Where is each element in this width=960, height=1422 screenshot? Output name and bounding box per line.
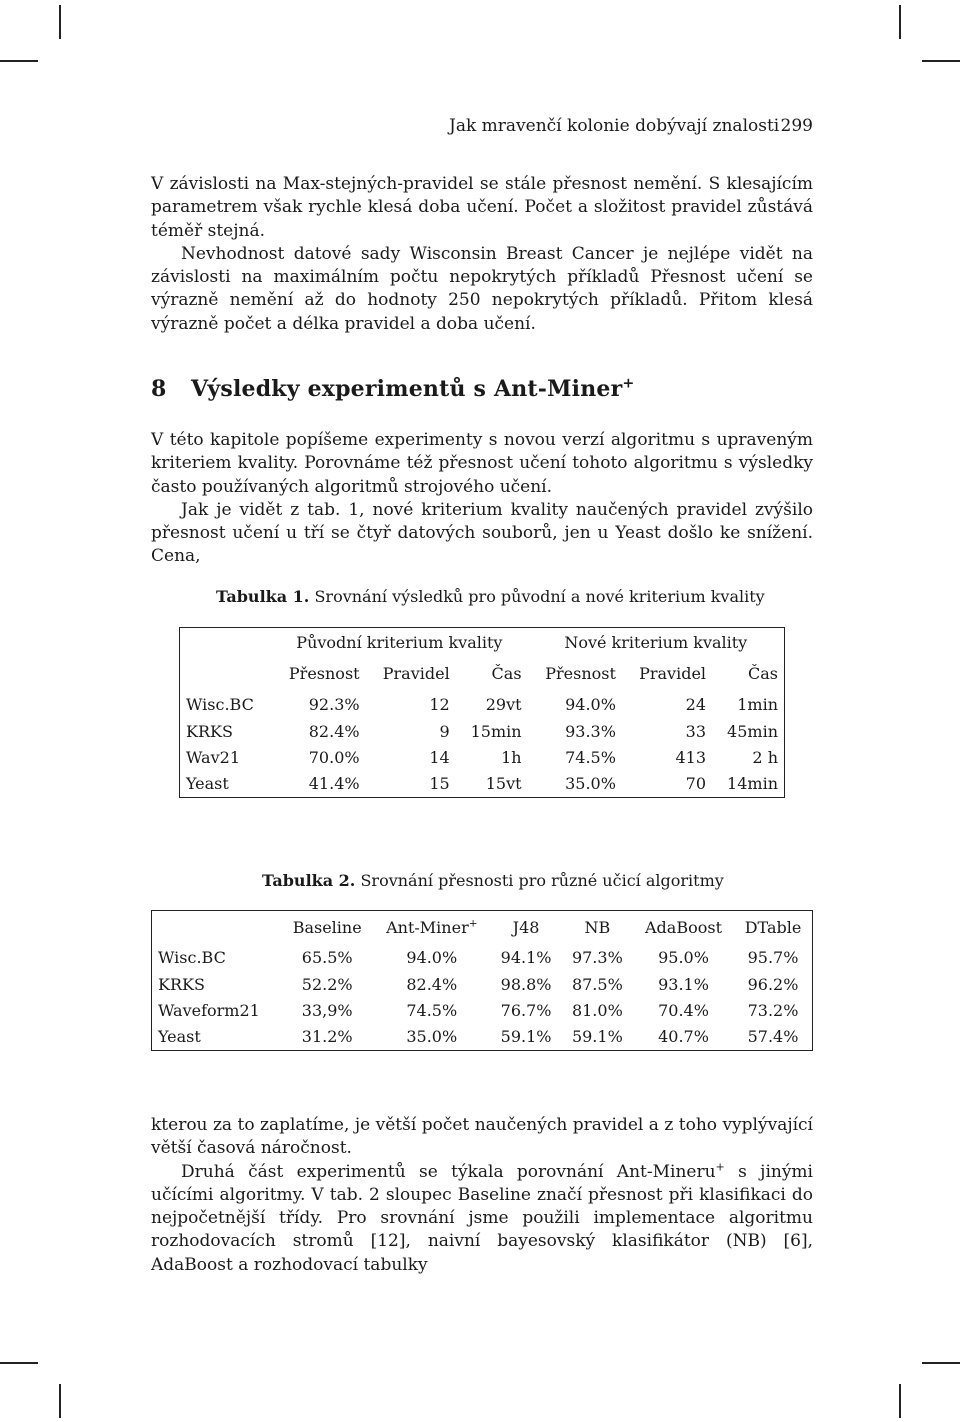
paragraph	[151, 1161, 813, 1277]
table2-caption	[262, 871, 724, 890]
table1-col-header: Čas	[491, 664, 522, 683]
table1-row-name: Wav21	[186, 748, 240, 767]
table2-cell: 33,9%	[301, 1001, 353, 1020]
table1-cell: 14	[429, 748, 450, 767]
table2-cell: 96.2%	[747, 975, 799, 994]
table1-cell: 12	[429, 695, 450, 714]
table2-col-header: DTable	[744, 917, 802, 937]
table1-cell: 92.3%	[308, 695, 360, 714]
table1-cell: 82.4%	[308, 722, 360, 741]
paragraph-sup: +	[715, 1159, 725, 1173]
table1-row-name: Yeast	[186, 774, 229, 794]
body-text-section	[151, 429, 813, 569]
table2-cell: 97.3%	[571, 948, 623, 967]
table1-cell: 41.4%	[308, 774, 360, 794]
table2-cell: 87.5%	[571, 975, 623, 994]
table1-cell: 29vt	[485, 695, 522, 714]
running-head-title: Jak mravenčí kolonie dobývají znalosti	[449, 116, 780, 136]
table2-cell: 52.2%	[301, 975, 353, 994]
table1-cell: 413	[675, 748, 707, 767]
table2-row-name: KRKS	[158, 975, 205, 994]
table1-cell: 35.0%	[565, 774, 616, 794]
table-row	[180, 771, 785, 798]
running-head	[449, 116, 813, 136]
table-row	[152, 1024, 813, 1051]
table1-group-old: Původní kriterium kvality	[296, 632, 503, 652]
table1-caption-label: Tabulka 1.	[216, 587, 310, 606]
table2-cell: 73.2%	[747, 1001, 799, 1020]
paragraph: kterou za to zaplatíme, je větší počet naučených pravidel a z toho vyplývající větší časová náročnost.	[151, 1115, 813, 1159]
table1-cell: 9	[439, 722, 450, 741]
table2-col-header: J48	[512, 917, 540, 937]
table-row	[152, 998, 813, 1024]
table2-cell: 98.8%	[500, 975, 552, 994]
table1-cell: 74.5%	[565, 748, 616, 767]
table1-cell: 2 h	[752, 748, 778, 767]
paragraph: V této kapitole popíšeme experimenty s novou verzí algoritmu s upraveným kriteriem kvality. Porovnáme též přesnost učení tohoto algoritmu s výsledky často používaných algoritmů strojového učení.	[151, 430, 813, 497]
table2-col-header-sup: +	[468, 917, 478, 930]
table2-cell: 74.5%	[406, 1001, 458, 1020]
table-row	[180, 745, 785, 771]
table2-cell: 93.1%	[658, 975, 709, 994]
table2-cell: 35.0%	[406, 1027, 458, 1047]
table-row	[152, 972, 813, 998]
table1-cell: 15	[429, 774, 450, 794]
crop-mark	[0, 60, 38, 62]
table1-col-header: Čas	[748, 664, 778, 683]
table2-cell: 81.0%	[571, 1001, 623, 1020]
table1-caption-text: Srovnání výsledků pro původní a nové kriterium kvality	[314, 587, 765, 606]
table1-cell: 15vt	[485, 774, 522, 794]
crop-mark	[922, 60, 960, 62]
table1-cell: 1min	[737, 695, 778, 714]
table1-cell: 70.0%	[308, 748, 360, 767]
table1-col-header: Pravidel	[382, 664, 450, 683]
crop-mark	[0, 1362, 38, 1364]
table1-cell: 94.0%	[565, 695, 616, 714]
crop-mark	[59, 5, 61, 39]
table2-cell: 40.7%	[658, 1027, 709, 1047]
crop-mark	[899, 5, 901, 39]
table2-caption-text: Srovnání přesnosti pro různé učicí algoritmy	[360, 871, 724, 890]
table2-col-header: NB	[584, 917, 611, 937]
table2-cell: 94.1%	[500, 948, 552, 967]
table1-col-header: Přesnost	[288, 664, 360, 683]
body-text-bottom	[151, 1114, 813, 1277]
table2-row-name: Wisc.BC	[158, 948, 226, 967]
table1-cell: 15min	[470, 722, 522, 741]
table1-col-header: Přesnost	[545, 664, 616, 683]
table1-col-header: Pravidel	[639, 664, 707, 683]
table2-col-header: Baseline	[292, 917, 362, 937]
paragraph-part: Druhá část experimentů se týkala porovnání Ant-Mineru	[181, 1161, 716, 1182]
table1-group-new: Nové kriterium kvality	[564, 632, 748, 652]
paragraph-part: s jinými učícími algoritmy. V tab. 2 sloupec Baseline značí přesnost při klasifikaci do nejpočetnější třídy. Pro srovnání jsme použili implementace algoritmu rozhodovacích stromů [12], naivní bayesovský klasifikátor (NB) [6], AdaBoost a rozhodovací tabulky	[151, 1161, 813, 1275]
section-title: Výsledky experimentů s Ant-Miner	[191, 376, 623, 402]
table-row	[180, 719, 785, 745]
body-text-top	[151, 173, 813, 336]
table2-cell: 65.5%	[301, 948, 353, 967]
section-title-sup: +	[622, 375, 635, 392]
table1	[179, 627, 785, 798]
crop-mark	[59, 1384, 61, 1418]
crop-mark	[922, 1362, 960, 1364]
table2-col-header-text: Ant-Miner	[386, 917, 469, 937]
paragraph: Nevhodnost datové sady Wisconsin Breast Cancer je nejlépe vidět na závislosti na maximálním počtu nepokrytých příkladů Přesnost učení se výrazně nemění až do hodnoty 250 nepokrytých příkladů. Přitom klesá výrazně počet a délka pravidel a doba učení.	[151, 243, 813, 334]
table1-cell: 1h	[501, 748, 522, 767]
crop-mark	[899, 1384, 901, 1418]
table-row	[152, 944, 813, 972]
table1-cell: 33	[685, 722, 707, 741]
table2-cell: 82.4%	[406, 975, 458, 994]
table2-cell: 59.1%	[571, 1027, 623, 1047]
table-row	[180, 691, 785, 719]
section-heading	[151, 376, 635, 402]
table1-cell: 93.3%	[565, 722, 616, 741]
table2-cell: 95.7%	[747, 948, 799, 967]
table2-row-name: Yeast	[158, 1027, 201, 1047]
section-number: 8	[151, 376, 167, 402]
table2-col-header	[373, 911, 490, 944]
paragraph: V závislosti na Max-stejných-pravidel se stále přesnost nemění. S klesajícím parametrem však rychle klesá doba učení. Počet a složitost pravidel zůstává téměř stejná.	[151, 174, 813, 241]
table2-cell: 31.2%	[301, 1027, 353, 1047]
table2-cell: 59.1%	[500, 1027, 552, 1047]
table1-cell: 14min	[727, 774, 778, 794]
table2-cell: 57.4%	[747, 1027, 799, 1047]
table2-cell: 95.0%	[658, 948, 709, 967]
paragraph: Jak je vidět z tab. 1, nové kriterium kvality naučených pravidel zvýšilo přesnost učení u tří se čtyř datových souborů, jen u Yeast došlo ke snížení. Cena,	[151, 499, 813, 567]
table2-cell: 70.4%	[658, 1001, 709, 1020]
table1-cell: 45min	[727, 722, 778, 741]
table1-row-name: KRKS	[186, 722, 233, 741]
table2-cell: 94.0%	[406, 948, 458, 967]
table1-cell: 24	[685, 695, 707, 714]
table1-caption	[216, 587, 765, 606]
table1-row-name: Wisc.BC	[186, 695, 254, 714]
table2-caption-label: Tabulka 2.	[262, 871, 356, 890]
table2-cell: 76.7%	[500, 1001, 552, 1020]
table1-cell: 70	[685, 774, 707, 794]
page-number: 299	[780, 116, 813, 136]
table2-row-name: Waveform21	[158, 1001, 260, 1020]
table2-col-header: AdaBoost	[645, 917, 722, 937]
table2	[151, 910, 813, 1051]
